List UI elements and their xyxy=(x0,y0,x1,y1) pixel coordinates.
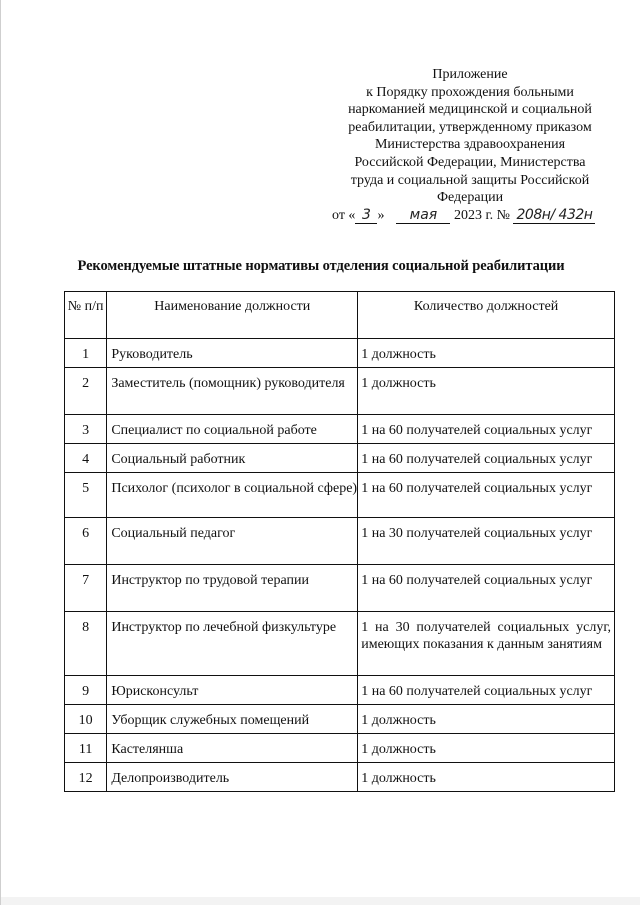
table-row xyxy=(65,734,615,763)
order-day-handwritten: 3 xyxy=(355,208,377,224)
row-qty: 1 должность xyxy=(358,763,615,792)
appendix-line: реабилитации, утвержденному приказом xyxy=(348,119,592,135)
table-row xyxy=(65,444,615,473)
row-num: 9 xyxy=(65,676,107,705)
row-name: Социальный педагог xyxy=(107,518,358,565)
row-num: 1 xyxy=(65,339,107,368)
row-qty: 1 должность xyxy=(358,339,615,368)
row-name: Инструктор по лечебной физкультуре xyxy=(107,612,358,676)
row-qty: 1 должность xyxy=(358,368,615,415)
row-qty: 1 на 30 получателей социальных услуг, имеющих показания к данным занятиям xyxy=(358,612,615,676)
appendix-line: Федерации xyxy=(436,190,504,206)
appendix-line: труда и социальной защиты Российской xyxy=(350,172,590,188)
document-title: Рекомендуемые штатные нормативы отделения социальной реабилитации xyxy=(77,258,565,274)
order-quote-close: » xyxy=(377,207,385,223)
row-num: 12 xyxy=(65,763,107,792)
row-num: 8 xyxy=(65,612,107,676)
row-num: 11 xyxy=(65,734,107,763)
table-row xyxy=(65,339,615,368)
appendix-block xyxy=(329,66,611,224)
order-prefix: от « xyxy=(332,207,356,223)
appendix-line: к Порядку прохождения больными xyxy=(366,84,574,100)
row-qty: 1 на 60 получателей социальных услуг xyxy=(358,473,615,518)
row-name: Инструктор по трудовой терапии xyxy=(107,565,358,612)
row-qty: 1 должность xyxy=(358,734,615,763)
header-name: Наименование должности xyxy=(107,292,358,339)
row-name: Кастелянша xyxy=(107,734,358,763)
row-name: Уборщик служебных помещений xyxy=(107,705,358,734)
row-name: Социальный работник xyxy=(107,444,358,473)
order-year-text: 2023 г. № xyxy=(453,207,510,223)
row-name: Психолог (психолог в социальной сфере) xyxy=(107,473,358,518)
header-qty: Количество должностей xyxy=(358,292,615,339)
appendix-line: наркоманией медицинской и социальной xyxy=(348,102,592,118)
row-num: 6 xyxy=(65,518,107,565)
row-name: Руководитель xyxy=(107,339,358,368)
row-qty: 1 на 60 получателей социальных услуг xyxy=(358,565,615,612)
row-qty: 1 должность xyxy=(358,705,615,734)
row-name: Специалист по социальной работе xyxy=(107,415,358,444)
order-month-handwritten: мая xyxy=(396,208,450,224)
table-row xyxy=(65,705,615,734)
row-num: 4 xyxy=(65,444,107,473)
order-date-number-line xyxy=(329,207,611,225)
scan-edge xyxy=(1,897,640,905)
header-num: № п/п xyxy=(65,292,107,339)
row-name: Юрисконсульт xyxy=(107,676,358,705)
table-row xyxy=(65,518,615,565)
table-header-row xyxy=(65,292,615,339)
order-number-handwritten: 208н/ 432н xyxy=(513,208,595,224)
row-qty: 1 на 60 получателей социальных услуг xyxy=(358,444,615,473)
row-num: 5 xyxy=(65,473,107,518)
staffing-table xyxy=(64,291,615,792)
table-row xyxy=(65,473,615,518)
table-row xyxy=(65,368,615,415)
table-row xyxy=(65,565,615,612)
row-qty: 1 на 60 получателей социальных услуг xyxy=(358,415,615,444)
row-num: 10 xyxy=(65,705,107,734)
row-num: 3 xyxy=(65,415,107,444)
table-row xyxy=(65,612,615,676)
appendix-line: Министерства здравоохранения xyxy=(374,137,566,153)
row-name: Заместитель (помощник) руководителя xyxy=(107,368,358,415)
table-row xyxy=(65,415,615,444)
table-row xyxy=(65,676,615,705)
row-qty: 1 на 30 получателей социальных услуг xyxy=(358,518,615,565)
row-num: 7 xyxy=(65,565,107,612)
row-qty: 1 на 60 получателей социальных услуг xyxy=(358,676,615,705)
table-row xyxy=(65,763,615,792)
appendix-line: Приложение xyxy=(432,67,508,82)
appendix-line: Российской Федерации, Министерства xyxy=(354,154,586,170)
row-num: 2 xyxy=(65,368,107,415)
row-name: Делопроизводитель xyxy=(107,763,358,792)
